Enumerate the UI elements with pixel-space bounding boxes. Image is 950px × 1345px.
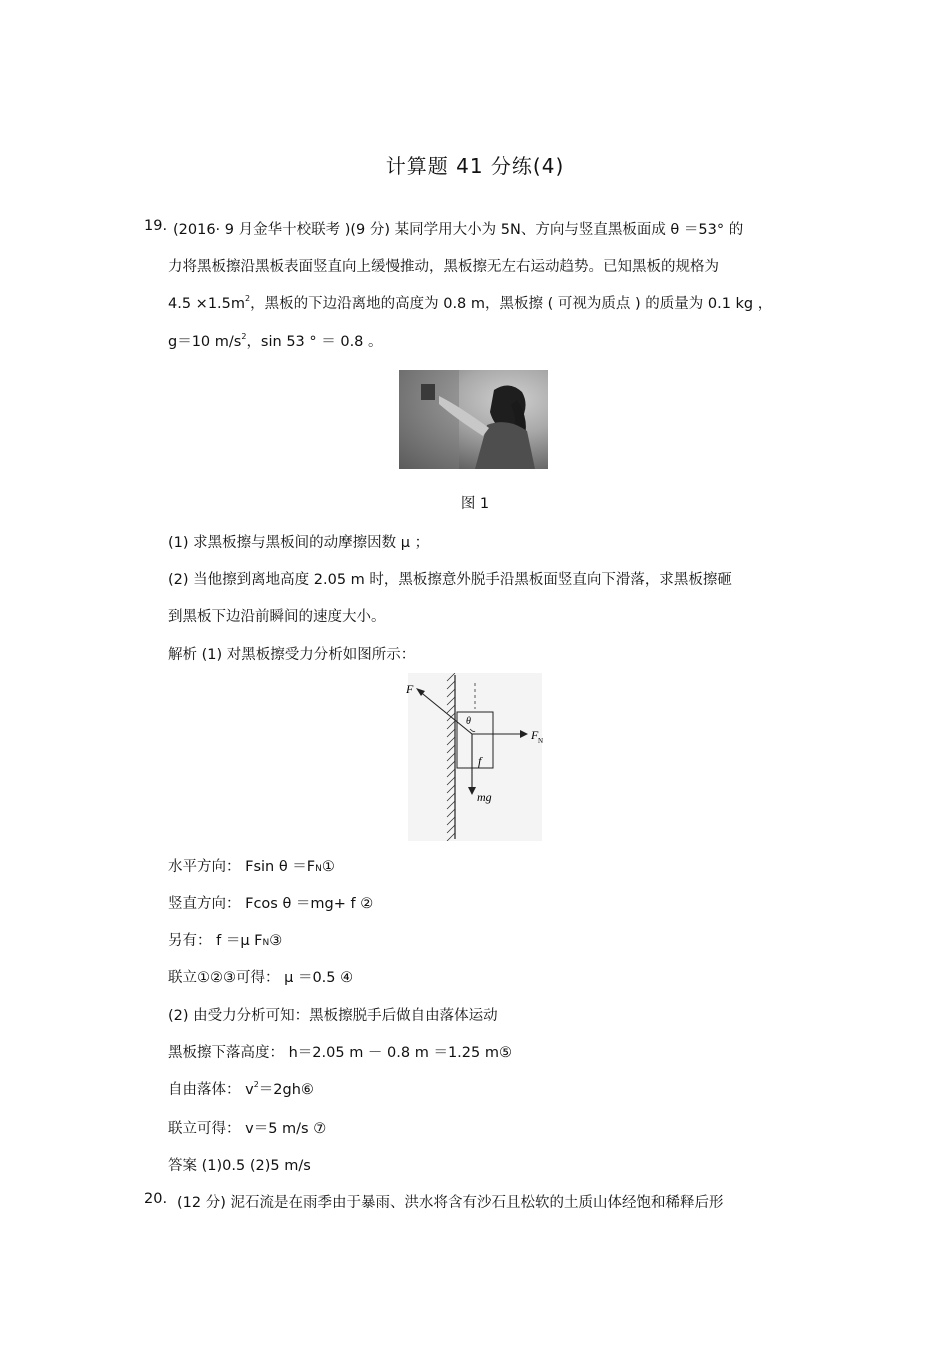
equation-5: 黑板擦下落高度： h＝2.05 m － 0.8 m ＝1.25 m⑤ bbox=[168, 1045, 512, 1061]
equation-3: 另有： f ＝μ FN③ bbox=[168, 933, 283, 949]
equation-1: 水平方向： Fsin θ ＝FN① bbox=[168, 859, 335, 875]
solution-part-2: (2) 由受力分析可知：黑板擦脱手后做自由落体运动 bbox=[168, 1008, 498, 1024]
label-force-f: F bbox=[406, 682, 414, 696]
equation-7: 联立可得： v＝5 m/s ⑦ bbox=[168, 1121, 327, 1137]
sub-question-1: (1) 求黑板擦与黑板间的动摩擦因数 μ ； bbox=[168, 535, 430, 551]
label-normal-force: F bbox=[531, 728, 539, 742]
force-diagram-svg bbox=[400, 673, 550, 841]
question-20-number: 20. bbox=[144, 1191, 168, 1207]
photo-girl-erasing-blackboard bbox=[399, 370, 548, 469]
equation-2: 竖直方向： Fcos θ ＝mg+ f ② bbox=[168, 896, 374, 912]
question-19-line-4: g＝10 $m/s^2$，sin 53 ° ＝ 0.8 。 bbox=[168, 332, 383, 350]
solution-intro: 解析 (1) 对黑板擦受力分析如图所示： bbox=[168, 647, 416, 663]
question-19-line-2: 力将黑板擦沿黑板表面竖直向上缓慢推动，黑板擦无左右运动趋势。已知黑板的规格为 bbox=[168, 259, 719, 275]
question-20-line-1: (12 分) 泥石流是在雨季由于暴雨、洪水将含有沙石且松软的土质山体经饱和稀释后形 bbox=[177, 1195, 724, 1211]
sub-question-2-line-1: (2) 当他擦到离地高度 2.05 m 时，黑板擦意外脱手沿黑板面竖直向下滑落，求黑板擦砸 bbox=[168, 572, 732, 588]
force-diagram bbox=[400, 673, 550, 841]
figure-1-caption: 图 1 bbox=[460, 496, 490, 512]
label-friction: f bbox=[478, 754, 482, 768]
equation-6: 自由落体： $v^2=2gh⑥$ bbox=[168, 1080, 314, 1098]
question-19-line-3: $4.5 \times 1.5m^2$，黑板的下边沿离地的高度为 0.8 m，黑板擦 ( 可视为质点 ) 的质量为 0.1 kg ， bbox=[168, 294, 773, 312]
label-theta: θ bbox=[466, 716, 471, 727]
sub-question-2-line-2: 到黑板下边沿前瞬间的速度大小。 bbox=[168, 609, 386, 625]
question-19-line-1: (2016· 9 月金华十校联考 )(9 分) 某同学用大小为 5N、方向与竖直黑板面成 θ ＝53° 的 bbox=[173, 222, 744, 238]
page-title: 计算题 41 分练(4) bbox=[385, 154, 565, 178]
equation-4: 联立①②③可得： μ ＝0.5 ④ bbox=[168, 970, 354, 986]
question-19-number: 19. bbox=[144, 218, 168, 234]
label-gravity: mg bbox=[477, 790, 492, 804]
photo-illustration bbox=[399, 370, 548, 469]
label-normal-force-subscript: N bbox=[538, 737, 544, 745]
answer: 答案 (1)0.5 (2)5 m/s bbox=[168, 1158, 311, 1174]
